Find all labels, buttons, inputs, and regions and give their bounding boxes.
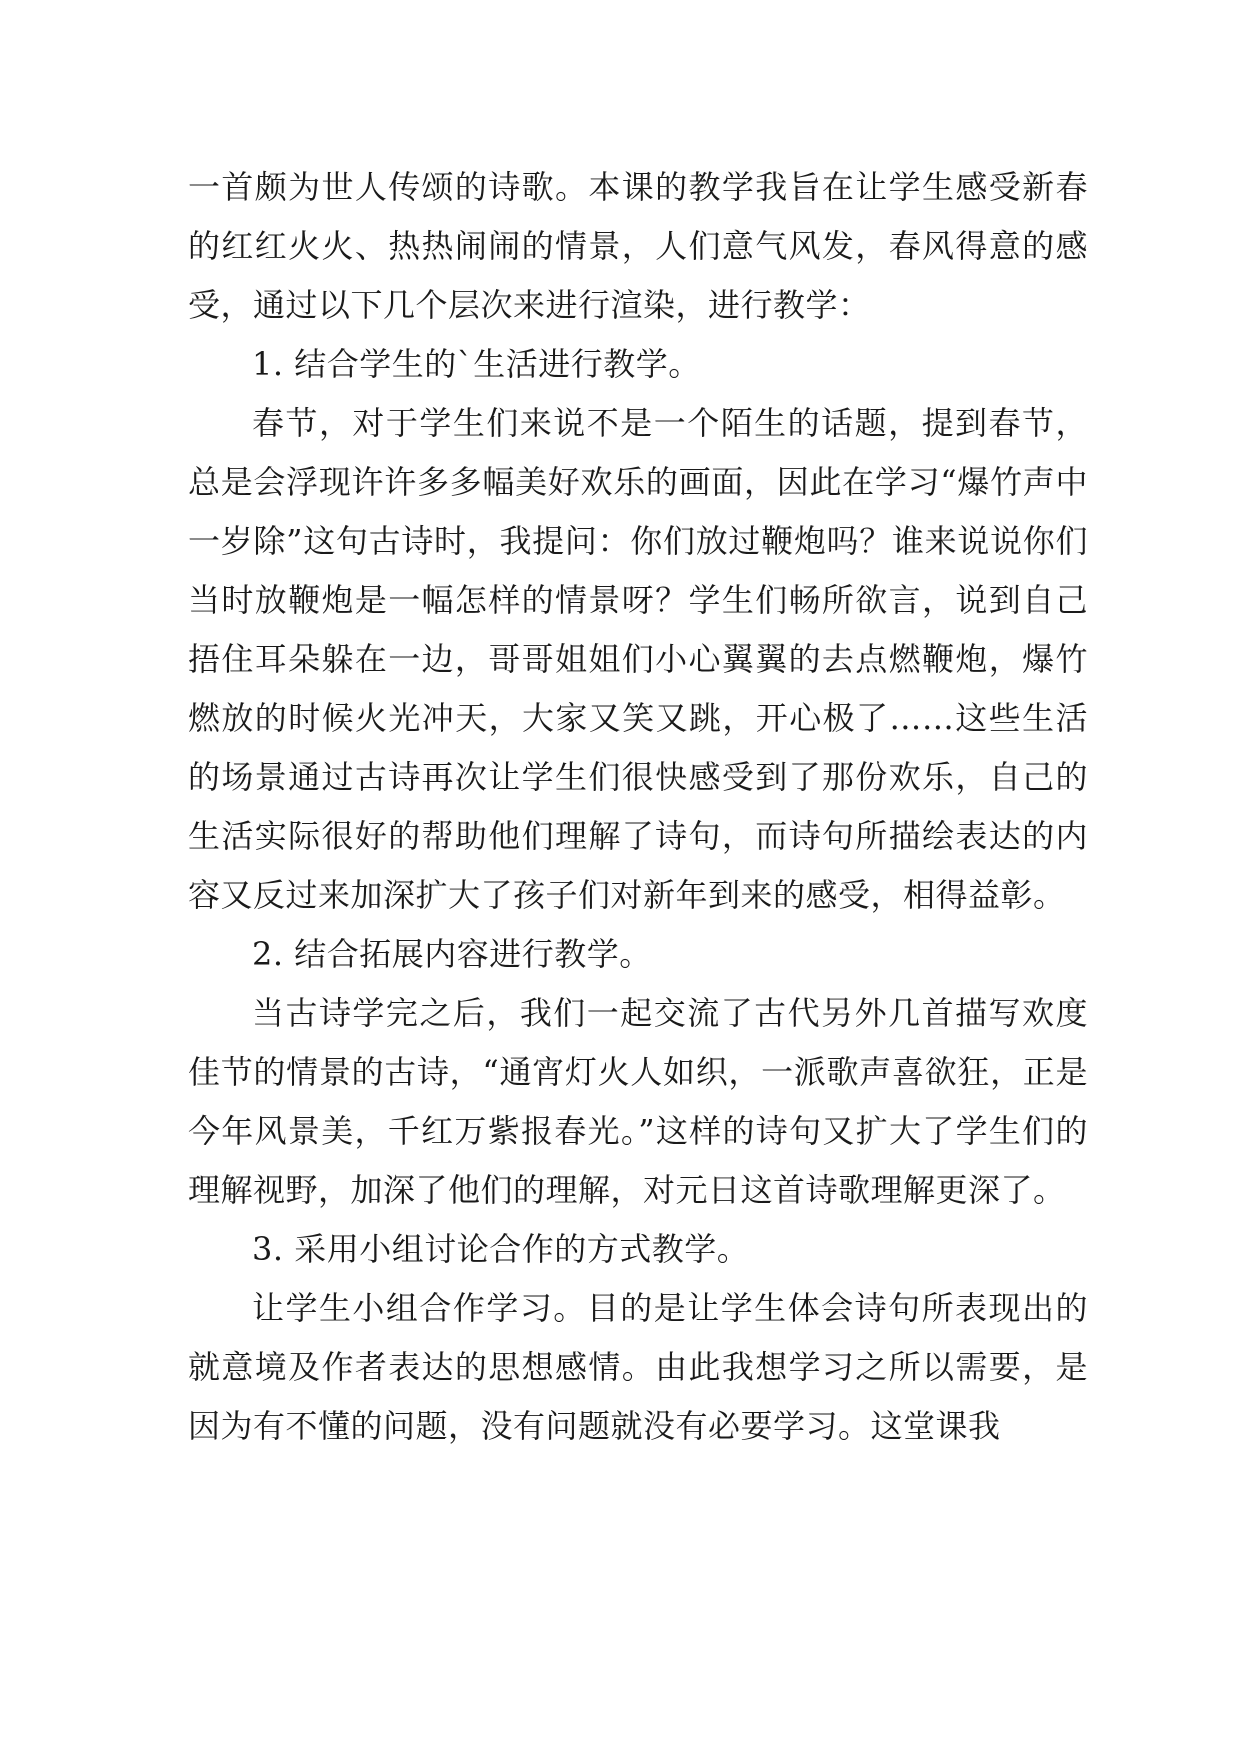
paragraph-spring-festival: 春节，对于学生们来说不是一个陌生的话题，提到春节，总是会浮现许许多多幅美好欢乐的画面，因此在学习“爆竹声中一岁除”这句古诗时，我提问：你们放过鞭炮吗？谁来说说你们当时放鞭炮是一幅怎样的情景呀？学生们畅所欲言，说到自己捂住耳朵躲在一边，哥哥姐姐们小心翼翼的去点燃鞭炮，爆竹燃放的时候火光冲天，大家又笑又跳，开心极了……这些生活的场景通过古诗再次让学生们很快感受到了那份欢乐，自己的生活实际很好的帮助他们理解了诗句，而诗句所描绘表达的内容又反过来加深扩大了孩子们对新年到来的感受，相得益彰。 [188, 404, 1088, 914]
section-heading-2: 2. 结合拓展内容进行教学。 [252, 935, 652, 973]
document-body [188, 158, 1088, 1456]
section-heading-1: 1. 结合学生的`生活进行教学。 [252, 345, 701, 383]
paragraph-group-learning: 让学生小组合作学习。目的是让学生体会诗句所表现出的就意境及作者表达的思想感情。由此我想学习之所以需要，是因为有不懂的问题，没有问题就没有必要学习。这堂课我 [188, 1289, 1088, 1445]
section-heading-3: 3. 采用小组讨论合作的方式教学。 [252, 1230, 750, 1268]
paragraph-extended-poems: 当古诗学完之后，我们一起交流了古代另外几首描写欢度佳节的情景的古诗，“通宵灯火人如织，一派歌声喜欲狂，正是今年风景美，千红万紫报春光。”这样的诗句又扩大了学生们的理解视野，加深了他们的理解，对元日这首诗歌理解更深了。 [188, 994, 1088, 1209]
paragraph-intro: 一首颇为世人传颂的诗歌。本课的教学我旨在让学生感受新春的红红火火、热热闹闹的情景，人们意气风发，春风得意的感受，通过以下几个层次来进行渲染，进行教学： [188, 168, 1088, 324]
